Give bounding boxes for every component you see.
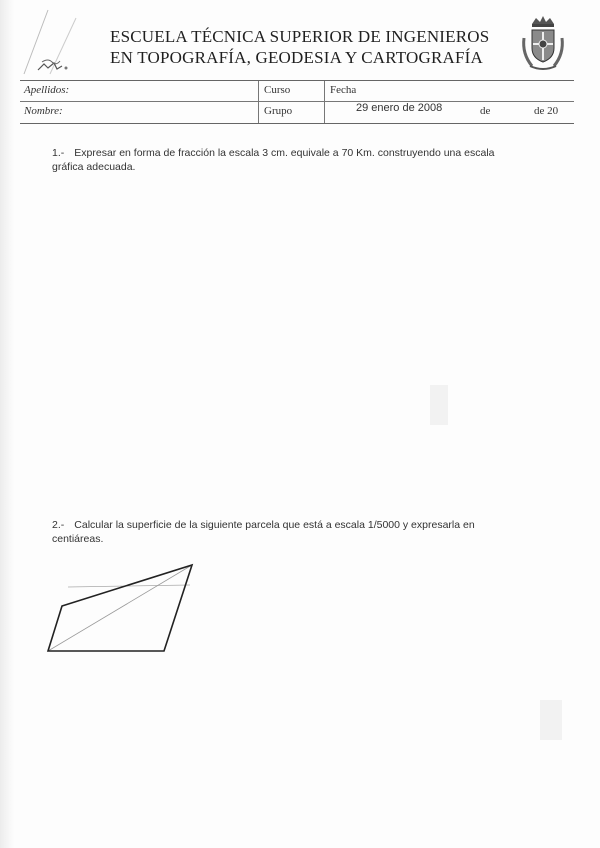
student-info-grid [20, 80, 574, 124]
question-text: Expresar en forma de fracción la escala 3 cm. equivale a 70 Km. construyendo una escala gráfica adecuada. [52, 147, 495, 173]
page-of-label: de [480, 105, 491, 117]
question-text: Calcular la superficie de la siguiente parcela que está a escala 1/5000 y expresarla en centiáreas. [52, 519, 475, 545]
course-label: Curso [264, 84, 291, 96]
question-number: 1.- [52, 147, 65, 159]
school-title-line-2: EN TOPOGRAFÍA, GEODESIA Y CARTOGRAFÍA [110, 48, 484, 67]
bleed-through-mark [540, 700, 562, 740]
question-2 [52, 518, 502, 546]
coat-of-arms-icon [518, 14, 568, 74]
question-1 [52, 146, 502, 174]
question-number: 2.- [52, 519, 65, 531]
name-label: Nombre: [24, 105, 63, 117]
date-label: Fecha [330, 84, 357, 96]
group-label: Grupo [264, 105, 293, 117]
surname-label: Apellidos: [24, 84, 70, 96]
school-title-line-1: ESCUELA TÉCNICA SUPERIOR DE INGENIEROS [110, 27, 490, 46]
scan-shadow [0, 0, 14, 848]
bleed-through-mark [430, 385, 448, 425]
corner-stamp-icon [20, 8, 90, 78]
parcel-figure [40, 555, 210, 660]
parcel-diagonal [48, 565, 192, 651]
school-title [110, 26, 500, 68]
page-total: de 20 [534, 105, 559, 117]
date-value: 29 enero de 2008 [356, 102, 443, 114]
